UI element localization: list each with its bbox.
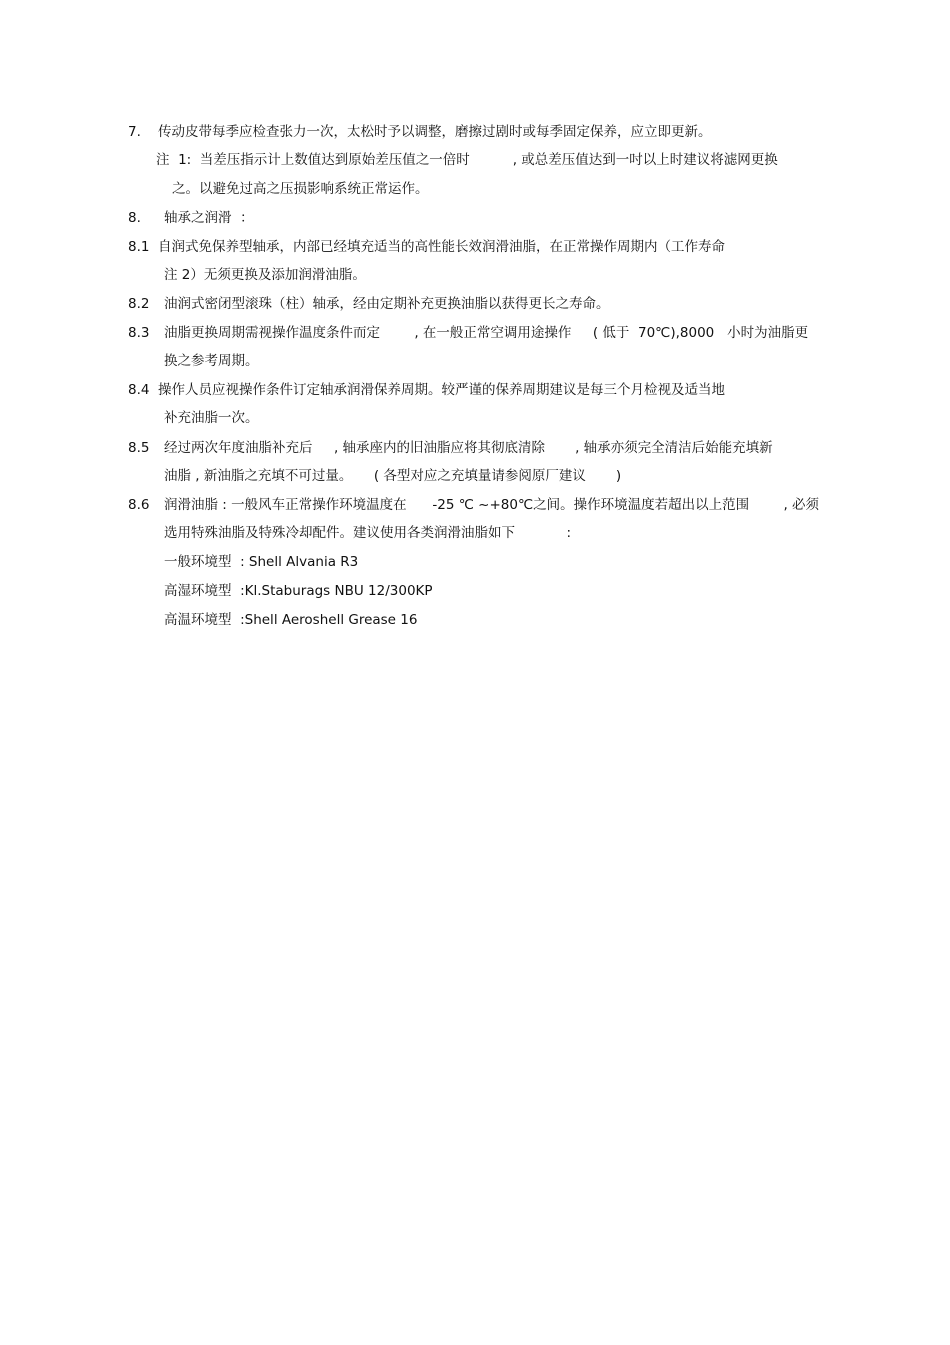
item-text: 经过两次年度油脂补充后 , 轴承座内的旧油脂应将其彻底清除 , 轴承亦须完全清洁后始能充填新 <box>164 440 773 456</box>
item-number: 8.2 <box>128 296 150 312</box>
item-text: 操作人员应视操作条件订定轴承润滑保养周期。较严谨的保养周期建议是每三个月检视及适当地 <box>158 382 725 398</box>
item-number: 8.4 <box>128 382 150 398</box>
item-text-cont: 选用特殊油脂及特殊冷却配件。建议使用各类润滑油脂如下 : <box>164 525 572 541</box>
item-text: 自润式免保养型轴承，内部已经填充适当的高性能长效润滑油脂，在正常操作周期内（工作寿命 <box>158 239 725 255</box>
item-text-cont: 油脂 , 新油脂之充填不可过量。 ( 各型对应之充填量请参阅原厂建议 ) <box>164 468 622 484</box>
item-text: 油润式密闭型滚珠（柱）轴承，经由定期补充更换油脂以获得更长之寿命。 <box>164 296 610 312</box>
item-text-cont: 换之参考周期。 <box>164 353 259 369</box>
section-heading: 轴承之润滑 ： <box>164 210 254 226</box>
item-text: 传动皮带每季应检查张力一次，太松时予以调整，磨擦过剧时或每季固定保养，应立即更新。 <box>158 124 712 140</box>
note-text-cont: 之。以避免过高之压损影响系统正常运作。 <box>172 181 429 197</box>
grease-hightemp: 高温环境型 :Shell Aeroshell Grease 16 <box>164 612 418 628</box>
item-text: 油脂更换周期需视操作温度条件而定 , 在一般正常空调用途操作 ( 低于 70℃),8000 小时为油脂更 <box>164 325 809 341</box>
item-number: 8.5 <box>128 440 150 456</box>
grease-general: 一般环境型 : Shell Alvania R3 <box>164 554 359 570</box>
item-text-cont: 注 2）无须更换及添加润滑油脂。 <box>164 267 366 283</box>
item-number: 7. <box>128 124 141 140</box>
grease-humid: 高湿环境型 :Kl.Staburags NBU 12/300KP <box>164 583 433 599</box>
item-number: 8.6 <box>128 497 150 513</box>
item-text: 润滑油脂 : 一般风车正常操作环境温度在 -25 ℃ ~+80℃之间。操作环境温度若超出以上范围 , 必须 <box>164 497 820 513</box>
item-number: 8.3 <box>128 325 150 341</box>
note-text: 注 1: 当差压指示计上数值达到原始差压值之一倍时 , 或总差压值达到一吋以上时建议将滤网更换 <box>156 152 778 168</box>
item-text-cont: 补充油脂一次。 <box>164 410 259 426</box>
item-number: 8. <box>128 210 141 226</box>
item-number: 8.1 <box>128 239 150 255</box>
